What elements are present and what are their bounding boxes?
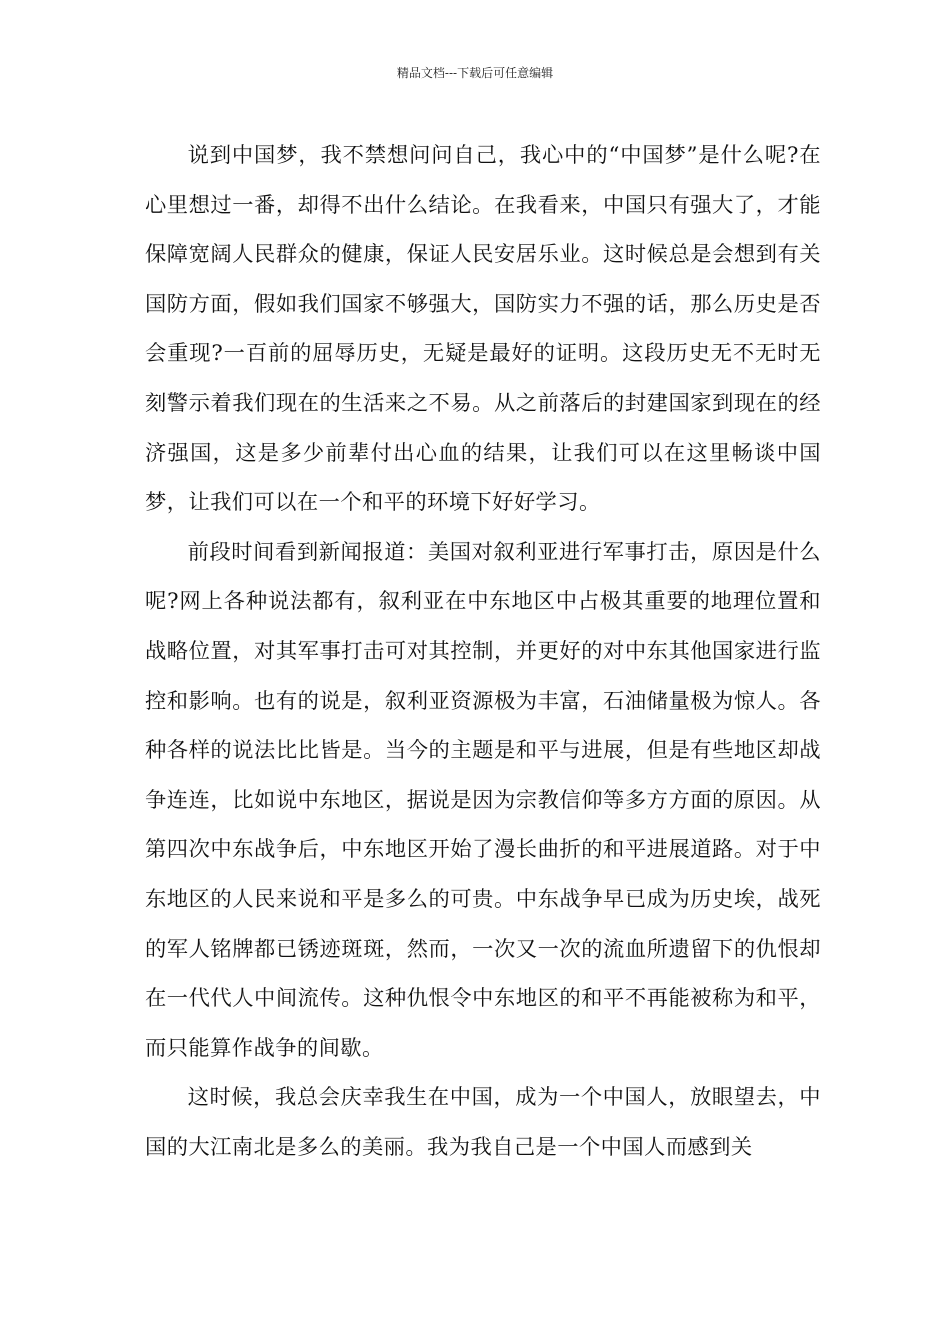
page-header: 精品文档---下载后可任意编辑 — [396, 66, 554, 80]
paragraph: 这时候，我总会庆幸我生在中国，成为一个中国人，放眼望去，中国的大江南北是多么的美丽。我为我自己是一个中国人而感到关 — [145, 1085, 821, 1160]
paragraph: 前段时间看到新闻报道：美国对叙利亚进行军事打击，原因是什么呢?网上各种说法都有，叙利亚在中东地区中占极其重要的地理位置和战略位置，对其军事打击可对其控制，并更好的对中东其他国家进行监控和影响。也有的说是，叙利亚资源极为丰富，石油储量极为惊人。各种各样的说法比比皆是。当今的主题是和平与进展，但是有些地区却战争连连，比如说中东地区，据说是因为宗教信仰等多方方面的原因。从第四次中东战争后，中东地区开始了漫长曲折的和平进展道路。对于中东地区的人民来说和平是多么的可贵。中东战争早已成为历史埃，战死的军人铭牌都已锈迹斑斑，然而，一次又一次的流血所遗留下的仇恨却在一代代人中间流传。这种仇恨令中东地区的和平不再能被称为和平，而只能算作战争的间歇。 — [145, 539, 821, 1061]
paragraph: 说到中国梦，我不禁想问问自己，我心中的“中国梦”是什么呢?在心里想过一番，却得不出什么结论。在我看来，中国只有强大了，才能保障宽阔人民群众的健康，保证人民安居乐业。这时候总是会想到有关国防方面，假如我们国家不够强大，国防实力不强的话，那么历史是否会重现?一百前的屈辱历史，无疑是最好的证明。这段历史无不无时无刻警示着我们现在的生活来之不易。从之前落后的封建国家到现在的经济强国，这是多少前辈付出心血的结果，让我们可以在这里畅谈中国梦，让我们可以在一个和平的环境下好好学习。 — [145, 143, 821, 516]
document-body — [145, 131, 821, 1172]
